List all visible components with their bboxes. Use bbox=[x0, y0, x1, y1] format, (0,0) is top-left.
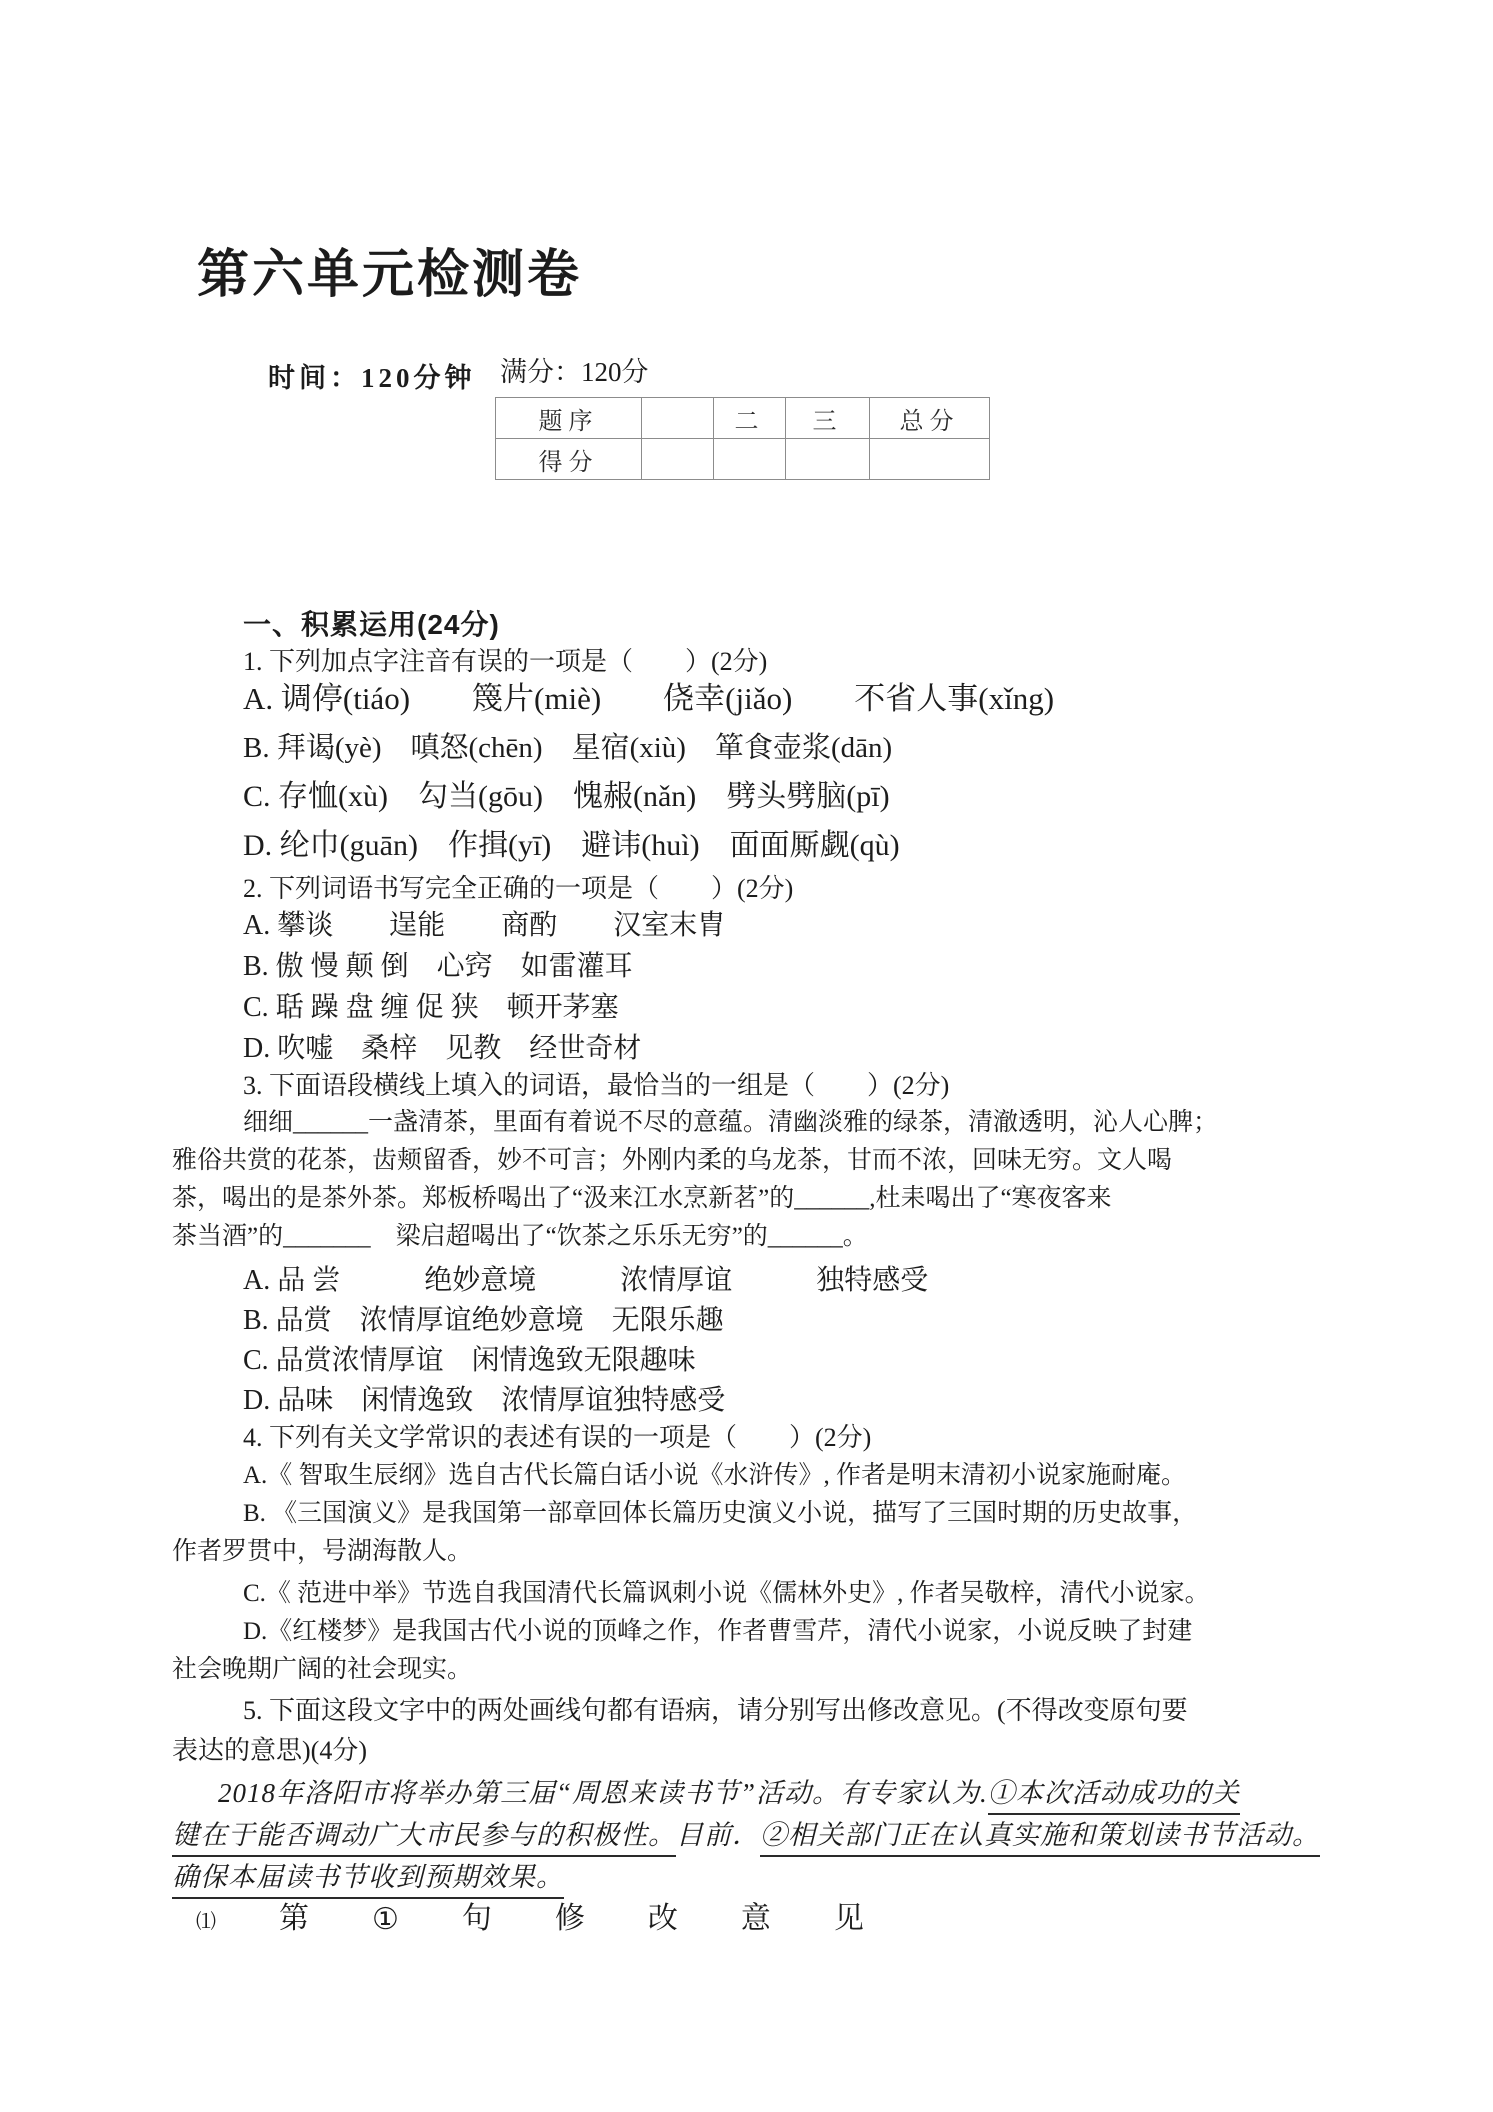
score-table-cell-score2 bbox=[714, 439, 786, 480]
score-table-cell-part1 bbox=[642, 398, 714, 439]
exam-time-label: 时间：120分钟 bbox=[268, 363, 476, 393]
answer-label-char-6: 意 bbox=[740, 1902, 771, 1935]
score-table-header-row bbox=[496, 398, 990, 439]
score-table-cell-score-total bbox=[870, 439, 990, 480]
passage-line-1-normal: 2018年洛阳市将举办第三届“周恩来读书节”活动。有专家认为. bbox=[218, 1778, 988, 1808]
answer-label-char-2: ① bbox=[372, 1903, 399, 1936]
question-3-passage-line-4: 茶当酒”的_______ 梁启超喝出了“饮茶之乐乐无穷”的______。 bbox=[172, 1223, 868, 1250]
question-3-passage-line-1: 细细______一盏清茶，里面有着说不尽的意蕴。清幽淡雅的绿茶，清澈透明，沁人心脾； bbox=[243, 1109, 1219, 1136]
passage-line-1-underlined: ①本次活动成功的关 bbox=[988, 1778, 1240, 1815]
passage-line-2-underlined-2: ②相关部门正在认真实施和策划读书节活动。 bbox=[760, 1820, 1320, 1857]
score-table-cell-score3 bbox=[786, 439, 870, 480]
question-1-option-c: C. 存恤(xù) 勾当(gōu) 愧赧(nǎn) 劈头劈脑(pī) bbox=[243, 780, 890, 813]
passage-line-2-normal: 目前． bbox=[676, 1820, 760, 1850]
question-4-option-d-line-1: D.《红楼梦》是我国古代小说的顶峰之作，作者曹雪芹，清代小说家，小说反映了封建 bbox=[243, 1618, 1193, 1645]
exam-full-score-label: 满分：120分 bbox=[500, 357, 649, 387]
question-5-answer-label-row bbox=[196, 1893, 864, 1937]
answer-label-char-1: 第 bbox=[279, 1902, 309, 1935]
answer-item-number: ⑴ bbox=[196, 1911, 216, 1933]
question-3-option-a: A. 品 尝 绝妙意境 浓情厚谊 独特感受 bbox=[243, 1265, 929, 1296]
score-table-cell-part3: 三 bbox=[786, 398, 870, 439]
paper-title: 第六单元检测卷 bbox=[197, 247, 583, 304]
question-5-passage-line-2 bbox=[172, 1819, 1320, 1853]
question-2-option-d: D. 吹嘘 桑梓 见教 经世奇材 bbox=[243, 1033, 642, 1064]
question-3-option-c: C. 品赏浓情厚谊 闲情逸致无限趣味 bbox=[243, 1345, 696, 1376]
question-4-option-b-line-1: B. 《三国演义》是我国第一部章回体长篇历史演义小说，描写了三国时期的历史故事， bbox=[243, 1500, 1198, 1527]
question-1-option-d: D. 纶巾(guān) 作揖(yī) 避讳(huì) 面面厮觑(qù) bbox=[243, 829, 900, 862]
question-5-stem-line-1: 5. 下面这段文字中的两处画线句都有语病，请分别写出修改意见。(不得改变原句要 bbox=[243, 1696, 1188, 1725]
question-4-option-b-line-2: 作者罗贯中，号湖海散人。 bbox=[172, 1538, 473, 1565]
question-4-option-c: C.《 范进中举》节选自我国清代长篇讽刺小说《儒林外史》, 作者吴敬梓，清代小说家。 bbox=[243, 1580, 1210, 1607]
question-1-option-a: A. 调停(tiáo) 篾片(miè) 侥幸(jiǎo) 不省人事(xǐng) bbox=[243, 681, 1055, 716]
question-5-passage-line-1 bbox=[218, 1777, 1240, 1811]
passage-line-3-underlined: 确保本届读书节收到预期效果。 bbox=[172, 1862, 564, 1899]
question-4-stem: 4. 下列有关文学常识的表述有误的一项是（ ）(2分) bbox=[243, 1423, 872, 1452]
question-5-stem-line-2: 表达的意思)(4分) bbox=[172, 1736, 367, 1765]
question-4-option-a: A.《 智取生辰纲》选自古代长篇白话小说《水浒传》, 作者是明末清初小说家施耐庵。 bbox=[243, 1462, 1187, 1489]
passage-line-2-underlined-1: 键在于能否调动广大市民参与的积极性。 bbox=[172, 1820, 676, 1857]
question-3-option-b: B. 品赏 浓情厚谊绝妙意境 无限乐趣 bbox=[243, 1305, 724, 1336]
answer-label-char-5: 改 bbox=[647, 1902, 678, 1935]
score-table bbox=[495, 397, 990, 480]
score-table-cell-part2: 二 bbox=[714, 398, 786, 439]
section-1-heading: 一、积累运用(24分) bbox=[243, 609, 500, 640]
question-3-option-d: D. 品味 闲情逸致 浓情厚谊独特感受 bbox=[243, 1385, 726, 1416]
question-1-option-b: B. 拜谒(yè) 嗔怒(chēn) 星宿(xiù) 箪食壶浆(dān) bbox=[243, 732, 893, 764]
question-2-option-b: B. 傲 慢 颠 倒 心窍 如雷灌耳 bbox=[243, 951, 633, 982]
question-3-passage-line-3: 茶，喝出的是茶外茶。郑板桥喝出了“汲来江水烹新茗”的______,杜耒喝出了“寒夜客来 bbox=[172, 1185, 1112, 1212]
answer-label-char-7: 见 bbox=[833, 1902, 864, 1935]
question-3-passage-line-2: 雅俗共赏的花茶，齿颊留香，妙不可言；外刚内柔的乌龙茶，甘而不浓，回味无穷。文人喝 bbox=[172, 1147, 1173, 1174]
question-1-stem: 1. 下列加点字注音有误的一项是（ ）(2分) bbox=[243, 647, 768, 676]
answer-label-char-3: 句 bbox=[461, 1902, 492, 1935]
question-5-passage-line-3 bbox=[172, 1861, 564, 1895]
question-2-option-a: A. 攀谈 逞能 商酌 汉室末胄 bbox=[243, 910, 726, 941]
question-2-option-c: C. 聒 躁 盘 缠 促 狭 顿开茅塞 bbox=[243, 992, 619, 1023]
score-table-cell-score-label: 得分 bbox=[496, 439, 642, 480]
score-table-cell-question-order: 题序 bbox=[496, 398, 642, 439]
score-table-cell-score1 bbox=[642, 439, 714, 480]
question-2-stem: 2. 下列词语书写完全正确的一项是（ ）(2分) bbox=[243, 874, 794, 903]
question-3-stem: 3. 下面语段横线上填入的词语，最恰当的一组是（ ）(2分) bbox=[243, 1071, 950, 1100]
question-4-option-d-line-2: 社会晚期广阔的社会现实。 bbox=[172, 1656, 473, 1683]
answer-label-char-4: 修 bbox=[554, 1902, 585, 1935]
score-table-cell-total: 总分 bbox=[870, 398, 990, 439]
score-table-score-row bbox=[496, 439, 990, 480]
